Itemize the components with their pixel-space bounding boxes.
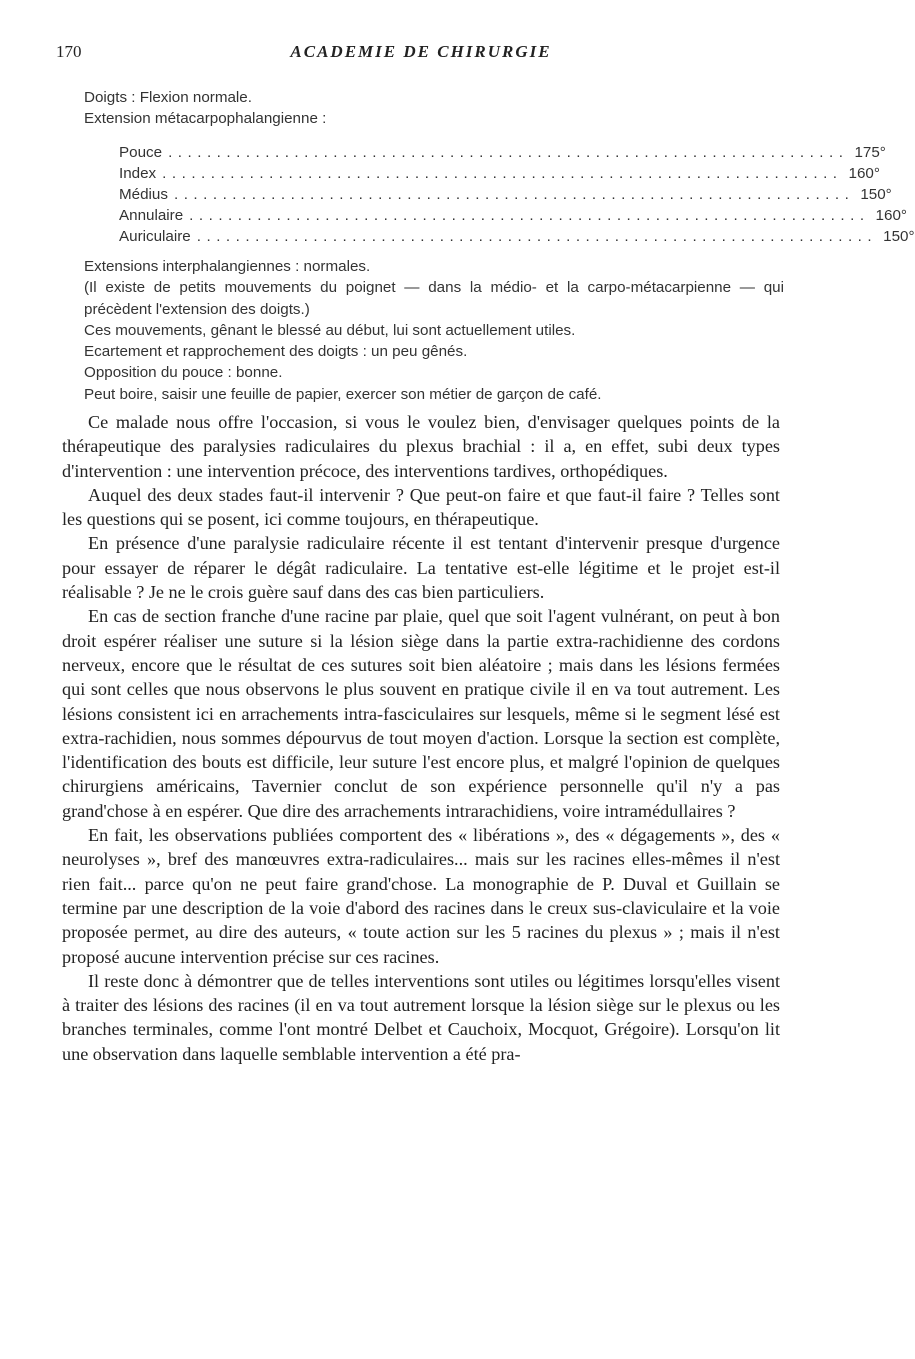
leader-dots: ...................................................................... [162,165,843,182]
note-spread-fingers: Ecartement et rapprochement des doigts : un peu gênés. [84,343,468,361]
intro-line-flexion: Doigts : Flexion normale. [84,89,252,106]
angle-row [119,226,915,247]
extension-angles-list [119,142,915,247]
note-thumb-opposition: Opposition du pouce : bonne. [84,364,283,382]
finger-label: Médius [119,186,168,203]
leader-dots: ...................................................................... [189,207,870,224]
finger-label: Annulaire [119,207,184,224]
paragraph: Ce malade nous offre l'occasion, si vous le voulez bien, d'envisager quelques points de la thérapeutique des paralysies radiculaires du plexus brachial : il a, en effet, subi deux types d'intervention : une intervention précoce, des interventions tardives, orthopédiques. [62,412,780,481]
angle-row [119,184,892,205]
angle-value: 160° [875,207,907,224]
note-interphalangeal: Extensions interphalangiennes : normales. [84,258,371,275]
leader-dots: ...................................................................... [173,186,855,203]
angle-value: 150° [883,228,915,245]
leader-dots: ...................................................................... [196,228,878,245]
finger-label: Pouce [119,144,163,161]
angle-row [119,205,907,226]
intro-line-extension: Extension métacarpophalangienne : [84,110,327,127]
note-movements-useful: Ces mouvements, gênant le blessé au début, lui sont actuellement utiles. [84,321,576,339]
page-number: 170 [56,42,82,61]
clinical-notes [84,256,784,405]
angle-value: 160° [848,165,880,182]
intro-block [84,87,784,129]
angle-value: 175° [854,144,886,161]
note-daily-activities: Peut boire, saisir une feuille de papier, exercer son métier de garçon de café. [84,385,602,403]
paragraph: En fait, les observations publiées comportent des « libérations », des « dégagements », des « neurolyses », bref des manœuvres extra-radiculaires... mais sur les racines elles-mêmes il n'est rien fait... parce qu'on ne peut faire grand'chose. La monographie de P. Duval et Guillain se termine par une description de la voie d'abord des racines dans le creux sus-claviculaire et la voie proposée permet, au dire des auteurs, « toute action sur les 5 racines du plexus » ; mais il n'est proposé aucune intervention précise sur ces racines. [62,825,780,967]
leader-dots: ...................................................................... [168,144,849,161]
angle-row [119,142,886,163]
finger-label: Auriculaire [119,228,191,245]
note-wrist-movements: (Il existe de petits mouvements du poignet — dans la médio- et la carpo-métacarpienne — qui précèdent l'extension des doigts.) [84,279,784,318]
paragraph: En présence d'une paralysie radiculaire récente il est tentant d'intervenir presque d'urgence pour essayer de réparer le dégât radiculaire. La tentative est-elle légitime et le projet est-il réalisable ? Je ne le crois guère sauf dans des cas bien particuliers. [62,533,780,603]
page-header [56,42,786,66]
paragraph: Il reste donc à démontrer que de telles interventions sont utiles ou légitimes lorsqu'elles visent à traiter des lésions des racines (il en va tout autrement lorsque la lésion siège sur le plexus ou les branches terminales, comme l'ont montré Delbet et Cauchoix, Mocquot, Grégoire). Lorsqu'on lit une observation dans laquelle semblable intervention a été pra- [62,970,780,1064]
finger-label: Index [119,165,157,182]
running-title: ACADEMIE DE CHIRURGIE [290,42,552,61]
paragraph: Auquel des deux stades faut-il intervenir ? Que peut-on faire et que faut-il faire ? Telles sont les questions qui se posent, ici comme toujours, en thérapeutique. [62,484,780,530]
body-text [62,410,780,1066]
angle-value: 150° [860,186,892,203]
paragraph: En cas de section franche d'une racine par plaie, quel que soit l'agent vulnérant, on peut à bon droit espérer réaliser une suture si la lésion siège dans la partie extra-rachidienne des cordons nerveux, encore que le résultat de ces sutures soit bien aléatoire ; mais dans les lésions fermées qui sont celles que nous observons le plus souvent en pratique civile il en va tout autrement. Les lésions consistent ici en arrachements intra-fasciculaires sur lesquels, même si le segment lésé est extra-rachidien, nous sommes dépourvus de tout moyen d'action. Lorsque la section est complète, l'identification des bouts est difficile, leur suture l'est encore plus, et malgré l'opinion de quelques chirurgiens américains, Tavernier conclut de son expérience personnelle qu'il n'y a pas grand'chose à en espérer. Que dire des arrachements intrarachidiens, voire intramédullaires ? [62,606,780,821]
angle-row [119,163,880,184]
